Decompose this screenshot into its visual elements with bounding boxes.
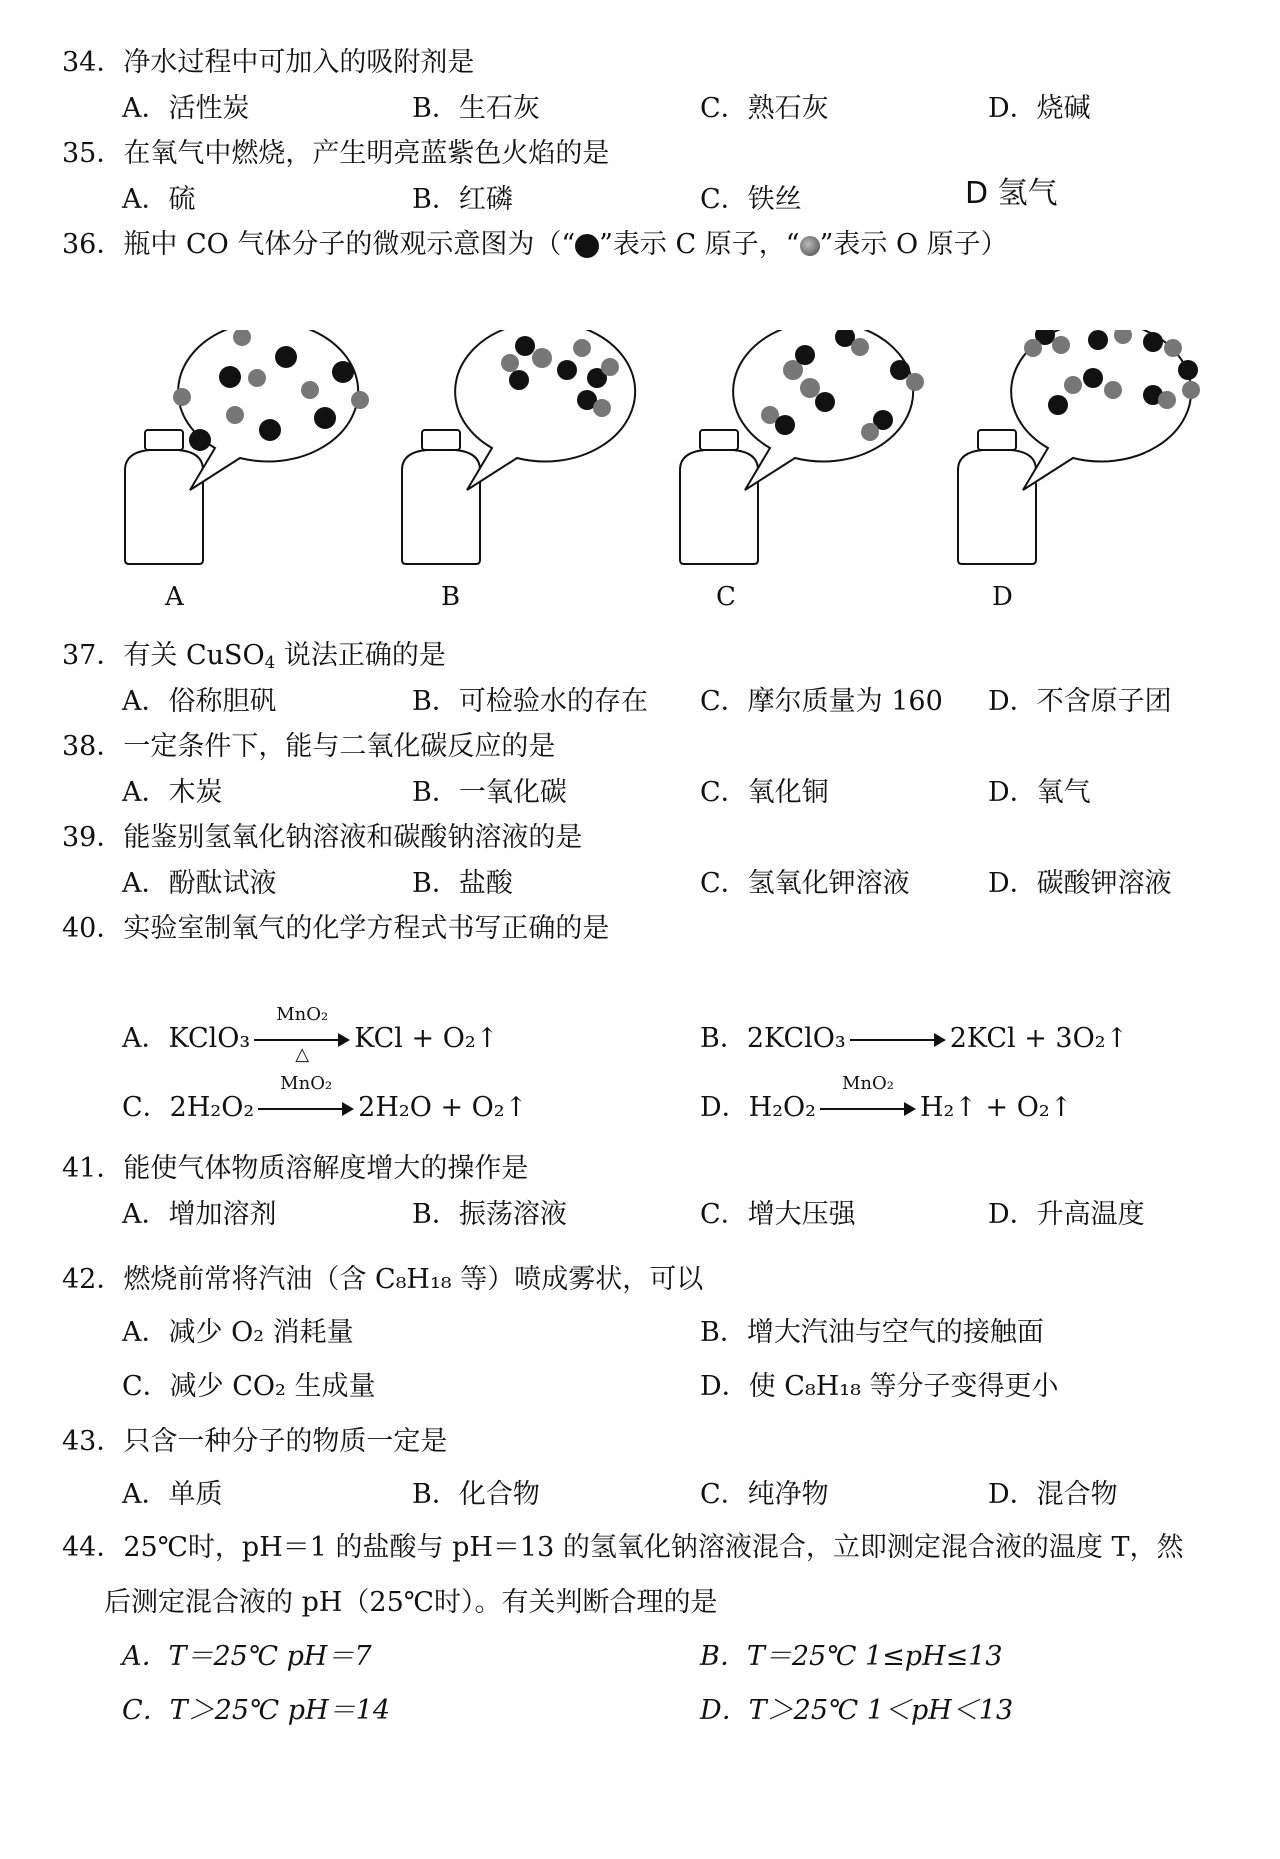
oxygen-atom-legend-icon — [800, 236, 820, 256]
question-34: 34．净水过程中可加入的吸附剂是 — [62, 47, 475, 78]
q38-option-d: D．氧气 — [988, 777, 1091, 808]
q39-option-d: D．碳酸钾溶液 — [988, 868, 1172, 899]
question-42: 42．燃烧前常将汽油（含 C₈H₁₈ 等）喷成雾状，可以 — [62, 1264, 704, 1295]
q38-option-a: A．木炭 — [122, 777, 223, 808]
bottle-icon — [680, 430, 758, 564]
q36-stem-part3: ”表示 O 原子） — [819, 229, 1008, 260]
diagram-label-b: B — [441, 582, 461, 612]
q40-option-c: C．2H₂O₂ MnO₂ 2H₂O + O₂↑ — [122, 1072, 528, 1123]
bottle-icon — [402, 430, 480, 564]
q43-option-b: B．化合物 — [412, 1479, 540, 1510]
bottle-diagram-b — [397, 330, 657, 570]
question-37: 37．有关 CuSO$_4$ 说法正确的是 — [62, 640, 446, 673]
question-36 — [62, 222, 1008, 261]
q44-option-c: C．T＞25℃ pH＝14 — [122, 1695, 390, 1726]
question-44-line1: 44．25℃时，pH＝1 的盐酸与 pH＝13 的氢氧化钠溶液混合，立即测定混合液的温度 T，然 — [62, 1532, 1184, 1563]
q40-option-b: B．2KClO₃ 2KCl + 3O₂↑ — [700, 1023, 1129, 1054]
q44-option-b: B．T＝25℃ 1≤pH≤13 — [700, 1641, 1003, 1672]
carbon-atom-legend-icon — [575, 234, 599, 258]
q34-option-b: B．生石灰 — [412, 93, 540, 124]
q44-option-a: A．T＝25℃ pH＝7 — [122, 1641, 372, 1672]
q35-option-a: A．硫 — [122, 184, 196, 215]
q34-option-a: A．活性炭 — [122, 93, 250, 124]
q41-option-d: D．升高温度 — [988, 1199, 1145, 1230]
bottle-diagram-d — [953, 330, 1213, 570]
question-43: 43．只含一种分子的物质一定是 — [62, 1426, 448, 1457]
bottle-diagram-c — [675, 330, 935, 570]
q44-option-d: D．T＞25℃ 1＜pH＜13 — [700, 1695, 1014, 1726]
reaction-arrow-icon: MnO₂ — [820, 1099, 916, 1119]
q35-option-c: C．铁丝 — [700, 184, 802, 215]
q41-option-b: B．振荡溶液 — [412, 1199, 567, 1230]
q40-option-a: A．KClO₃ MnO₂ △ KCl + O₂↑ — [122, 1003, 499, 1065]
reaction-arrow-icon — [850, 1030, 946, 1050]
q43-option-c: C．纯净物 — [700, 1479, 829, 1510]
question-39: 39．能鉴别氢氧化钠溶液和碳酸钠溶液的是 — [62, 822, 583, 853]
q39-option-a: A．酚酞试液 — [122, 868, 277, 899]
q37-option-b: B．可检验水的存在 — [412, 686, 648, 717]
q41-option-a: A．增加溶剂 — [122, 1199, 277, 1230]
q35-option-d-handwritten: D 氢气 — [965, 176, 1058, 211]
q42-option-a: A．减少 O₂ 消耗量 — [122, 1317, 354, 1348]
reaction-arrow-icon: MnO₂ — [258, 1099, 354, 1119]
reaction-arrow-icon: MnO₂ △ — [254, 1030, 350, 1050]
q38-option-c: C．氧化铜 — [700, 777, 829, 808]
question-38: 38．一定条件下，能与二氧化碳反应的是 — [62, 731, 556, 762]
q38-option-b: B．一氧化碳 — [412, 777, 567, 808]
q40-option-d: D．H₂O₂ MnO₂ H₂↑ + O₂↑ — [700, 1072, 1073, 1123]
diagram-label-d: D — [992, 582, 1013, 612]
q37-option-d: D．不含原子团 — [988, 686, 1172, 717]
diagram-label-a: A — [165, 582, 184, 612]
bottle-icon — [958, 430, 1036, 564]
question-44-line2: 后测定混合液的 pH（25℃时）。有关判断合理的是 — [104, 1587, 718, 1618]
question-41: 41．能使气体物质溶解度增大的操作是 — [62, 1153, 529, 1184]
question-35: 35．在氧气中燃烧，产生明亮蓝紫色火焰的是 — [62, 138, 610, 169]
q43-option-a: A．单质 — [122, 1479, 223, 1510]
q42-option-b: B．增大汽油与空气的接触面 — [700, 1317, 1044, 1348]
q34-option-c: C．熟石灰 — [700, 93, 829, 124]
q36-stem-part2: ”表示 C 原子，“ — [599, 229, 800, 260]
q37-option-c: C．摩尔质量为 160 — [700, 686, 943, 717]
q42-option-d: D．使 C₈H₁₈ 等分子变得更小 — [700, 1371, 1059, 1402]
q43-option-d: D．混合物 — [988, 1479, 1118, 1510]
bottle-icon — [125, 430, 203, 564]
q41-option-c: C．增大压强 — [700, 1199, 856, 1230]
q42-option-c: C．减少 CO₂ 生成量 — [122, 1371, 376, 1402]
q35-option-b: B．红磷 — [412, 184, 513, 215]
q39-option-c: C．氢氧化钾溶液 — [700, 868, 910, 899]
bottle-diagram-a — [120, 330, 380, 570]
question-40: 40．实验室制氧气的化学方程式书写正确的是 — [62, 913, 610, 944]
q34-option-d: D．烧碱 — [988, 93, 1091, 124]
q36-stem-part1: 36．瓶中 CO 气体分子的微观示意图为（“ — [62, 229, 576, 260]
q37-option-a: A．俗称胆矾 — [122, 686, 277, 717]
q39-option-b: B．盐酸 — [412, 868, 513, 899]
diagram-label-c: C — [716, 582, 736, 612]
